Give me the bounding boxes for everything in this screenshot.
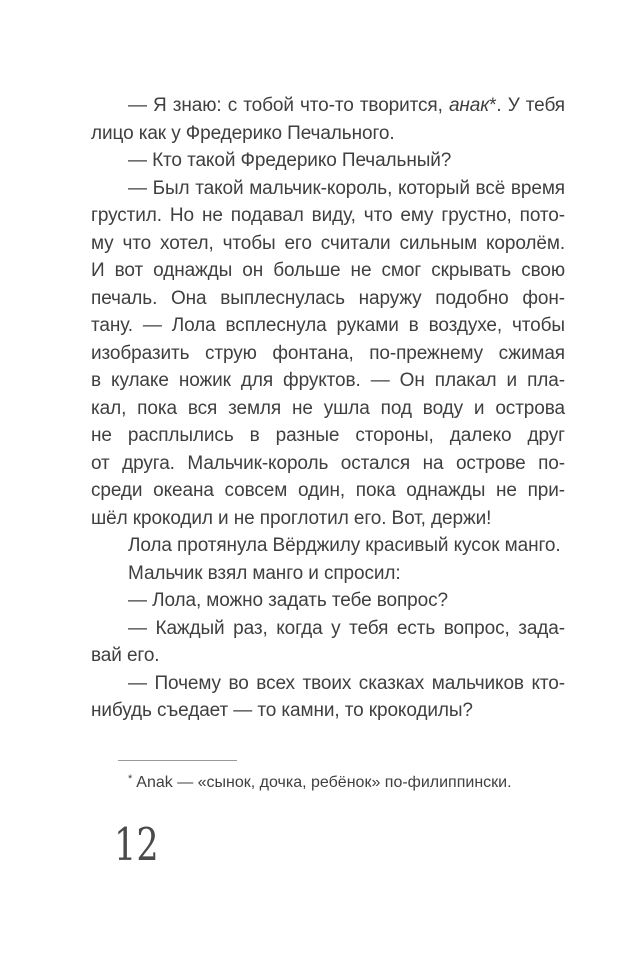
page-number: 12 — [114, 818, 159, 871]
text-block — [91, 92, 565, 725]
dialogue-text: — Я знаю: с тобой что-то творится, — [128, 95, 449, 116]
text-line: — Был такой мальчик-король, который всё время — [128, 177, 565, 199]
footnote-text: Anak — «сынок, дочка, ребёнок» по-филиппински. — [136, 774, 512, 791]
text-line: тану. — Лола всплеснула руками в воздухе, чтобы — [91, 315, 565, 336]
text-line: — Кто такой Фредерико Печальный? — [128, 150, 452, 171]
footnote — [91, 752, 565, 793]
text-line: — Каждый раз, когда у тебя есть вопрос, зада- — [128, 617, 565, 639]
text-line: Мальчик взял манго и спросил: — [128, 562, 401, 584]
footnote-ref-text: *. У тебя — [489, 95, 565, 116]
text-line: му что хотел, чтобы его считали сильным королём. — [91, 232, 565, 254]
text-line — [91, 92, 565, 120]
text-line: лицо как у Фредерико Печального. — [91, 122, 395, 144]
paragraph — [91, 670, 565, 725]
text-line: изобразить струю фонтана, по-прежнему сжимая — [91, 342, 565, 364]
paragraph — [91, 532, 565, 560]
paragraph — [91, 92, 565, 147]
text-line: И вот однажды он больше не смог скрывать свою — [91, 260, 565, 281]
paragraph — [91, 175, 565, 533]
italic-word: анак — [448, 95, 490, 116]
text-line: среди океана совсем один, пока однажды не при- — [91, 480, 565, 501]
text-line: грустил. Но не подавал виду, что ему грустно, пото- — [91, 205, 565, 226]
text-line: от друга. Мальчик-король остался на острове по- — [91, 452, 565, 474]
footnote-marker: * — [128, 773, 133, 785]
text-line: — Лола, можно задать тебе вопрос? — [128, 590, 448, 611]
text-line: шёл крокодил и не проглотил его. Вот, держи! — [91, 507, 492, 529]
paragraph — [91, 147, 565, 175]
text-line: — Почему во всех твоих сказках мальчиков кто- — [128, 672, 565, 694]
text-line: печаль. Она выплеснулась наружу подобно фон- — [91, 287, 565, 309]
paragraph — [91, 615, 565, 670]
text-line: вай его. — [91, 645, 160, 666]
paragraph — [91, 587, 565, 615]
text-line: в кулаке ножик для фруктов. — Он плакал и пла- — [91, 370, 565, 391]
text-line: кал, пока вся земля не ушла под воду и острова — [91, 397, 565, 419]
text-line: нибудь съедает — то камни, то крокодилы? — [91, 700, 473, 721]
footnote-line — [91, 769, 565, 793]
footnote-rule — [118, 760, 237, 761]
text-line: не расплылись в разные стороны, далеко друг — [91, 425, 565, 446]
paragraph — [91, 560, 565, 588]
text-line: Лола протянула Вёрджилу красивый кусок манго. — [128, 535, 561, 556]
